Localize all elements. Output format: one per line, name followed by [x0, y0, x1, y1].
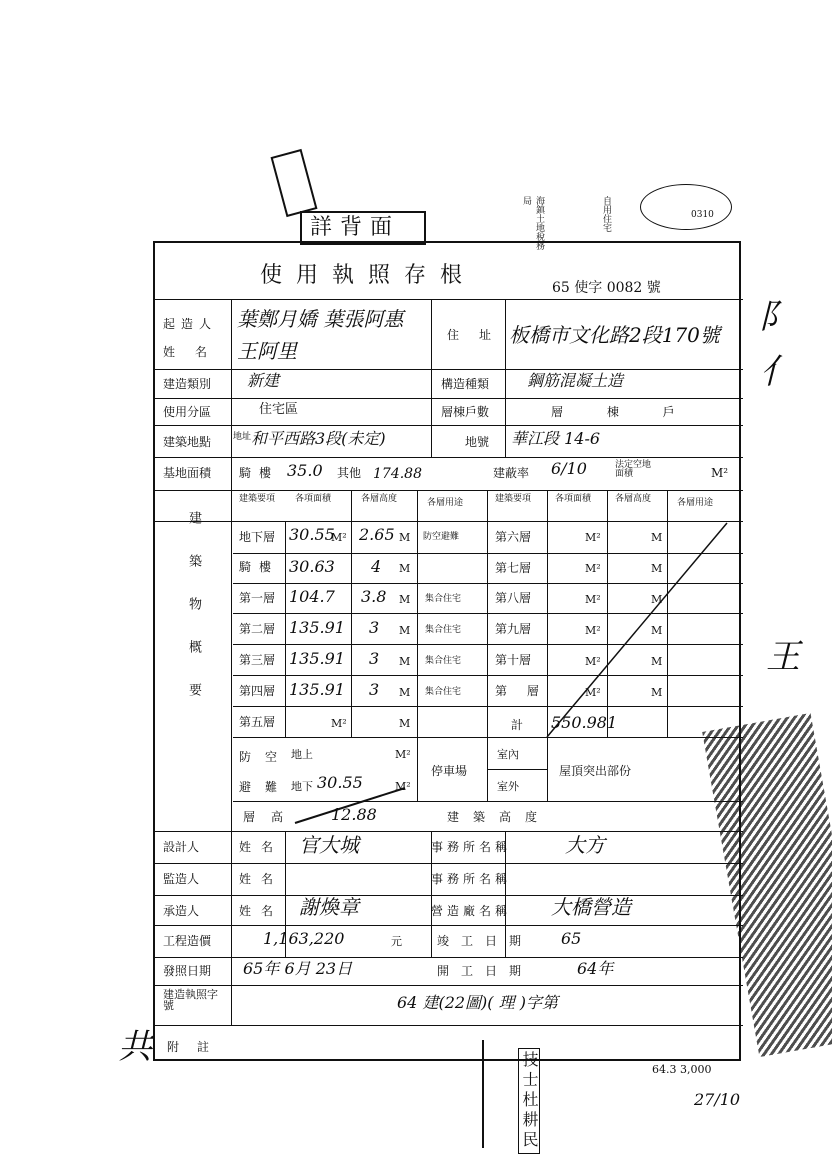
- technician-stamp: 技士杜耕民: [518, 1048, 540, 1154]
- floor-col-area: 各項面積: [295, 494, 332, 504]
- license-number: 65 使字 0082 號: [552, 280, 661, 296]
- floor-l-4-area: 135.91: [289, 649, 345, 668]
- floor-col-use-r: 各層用途: [677, 498, 714, 508]
- floor-r-1: 第七層: [495, 561, 532, 575]
- site-lot-value: 華江段 14-6: [511, 429, 601, 448]
- applicant-label-bottom: 姓名: [163, 345, 228, 359]
- category-value: 新建: [247, 371, 280, 390]
- edge-char-2: 亻: [760, 352, 794, 392]
- margin-note: 共: [118, 1027, 152, 1067]
- floor-col-area-r: 各項面積: [555, 494, 592, 504]
- bottom-handwritten: 27/10: [694, 1090, 741, 1109]
- floor-l-1-area: 30.63: [289, 557, 335, 576]
- floor-col-item: 建築要項: [239, 494, 276, 504]
- parking-outdoor: 室外: [497, 780, 519, 793]
- done-label: 竣工日期: [437, 934, 534, 948]
- contractor-org: 大橋營造: [551, 895, 631, 919]
- floor-r-total: 計: [511, 718, 524, 732]
- floor-r-4: 第十層: [495, 653, 532, 667]
- unit-r-b6: M: [651, 686, 663, 699]
- address-value: 板橋市文化路2段170號: [509, 323, 720, 347]
- bldg-height-label: 建築高度: [447, 810, 552, 824]
- floor-l-5-name: 第四層: [239, 684, 276, 698]
- parking-label: 停車場: [431, 764, 468, 778]
- unit-m2-l: M²: [331, 531, 347, 544]
- shelter-below-value: 30.55: [317, 773, 363, 792]
- arcade-value: 35.0: [287, 461, 323, 480]
- address-label: 住址: [447, 328, 512, 342]
- floor-col-item-r: 建築要項: [495, 494, 532, 504]
- use-zone-value: 住宅區: [259, 402, 299, 417]
- contractor-org-label: 營造廠名稱: [431, 904, 512, 918]
- shelter-below: 地下: [291, 780, 313, 793]
- see-back-label: 詳背面: [310, 215, 401, 240]
- site-label: 建築地點: [163, 435, 212, 449]
- designer-role: 設計人: [163, 840, 200, 854]
- unit-r-b2: M: [651, 562, 663, 575]
- unit-m-l6: M: [399, 686, 411, 699]
- unit-r-b3: M: [651, 593, 663, 606]
- license-form: [153, 241, 741, 1061]
- unit-m2-l6: M²: [331, 717, 347, 730]
- other-value: 174.88: [373, 466, 422, 482]
- structure-value: 鋼筋混凝土造: [527, 371, 624, 390]
- floors-count-value: 層 棟 戶: [551, 405, 675, 419]
- unit-r-b5: M: [651, 655, 663, 668]
- cost-label: 工程造價: [163, 934, 212, 948]
- total-area-value: 550.981: [551, 713, 618, 732]
- contractor-role: 承造人: [163, 904, 200, 918]
- floor-l-3-height: 3: [369, 618, 380, 637]
- floor-l-0-use: 防空避難: [423, 532, 460, 542]
- unit-r-a6: M²: [585, 686, 601, 699]
- done-value: 65: [561, 929, 582, 948]
- floor-col-height-r: 各層高度: [615, 494, 652, 504]
- floor-l-0-area: 30.55: [289, 525, 335, 544]
- remark-label: 附註: [167, 1040, 228, 1054]
- applicant-names-2: 王阿里: [237, 339, 297, 363]
- unit-m-l3: M: [399, 593, 411, 606]
- floor-r-0: 第六層: [495, 530, 532, 544]
- designer-name: 官大城: [299, 833, 359, 857]
- floor-r-5: 第 層: [495, 684, 539, 698]
- residence-stamp-text: 自用住宅: [601, 196, 611, 232]
- unit-r-a5: M²: [585, 655, 601, 668]
- unit-r-a4: M²: [585, 624, 601, 637]
- issue-value: 65年 6月 23日: [243, 959, 353, 978]
- shelter-above: 地上: [291, 748, 313, 761]
- unit-m-l2: M: [399, 562, 411, 575]
- floor-l-0-height: 2.65: [359, 525, 395, 544]
- doc-title: 使用執照存根: [260, 263, 477, 288]
- unit-r-a1: M²: [585, 531, 601, 544]
- start-value: 64年: [577, 959, 614, 978]
- floor-l-3-area: 135.91: [289, 618, 345, 637]
- contractor-name-label: 姓名: [239, 904, 284, 918]
- designer-org: 大方: [565, 833, 605, 857]
- floor-l-4-height: 3: [369, 649, 380, 668]
- parking-indoor: 室內: [497, 748, 519, 761]
- unit-shelter-1: M²: [395, 748, 411, 761]
- floor-l-5-use: 集合住宅: [425, 687, 462, 697]
- rate-value: 6/10: [551, 459, 587, 478]
- story-height-value: 12.88: [331, 805, 377, 824]
- vacant-label: 法定空地面積: [615, 460, 652, 479]
- cost-value: 1,163,220: [263, 929, 345, 948]
- supervisor-role: 監造人: [163, 872, 200, 886]
- oval-stamp: [640, 184, 732, 230]
- floor-l-5-area: 135.91: [289, 680, 345, 699]
- floor-l-2-use: 集合住宅: [425, 594, 462, 604]
- bottom-code: 64.3 3,000: [652, 1063, 712, 1076]
- rate-label: 建蔽率: [493, 466, 530, 480]
- unit-r-b1: M: [651, 531, 663, 544]
- unit-r-a2: M²: [585, 562, 601, 575]
- other-label: 其他: [337, 466, 362, 480]
- supervisor-name-label: 姓名: [239, 872, 284, 886]
- site-addr-value: 和平西路3段(未定): [251, 429, 386, 448]
- applicant-label-top: 起造人: [163, 317, 218, 331]
- category-label: 建造類別: [163, 377, 212, 391]
- floor-r-3: 第九層: [495, 622, 532, 636]
- floor-l-2-height: 3.8: [361, 587, 387, 606]
- unit-shelter-2: M²: [395, 780, 411, 793]
- arcade-label: 騎樓: [239, 466, 280, 480]
- floor-l-1-name: 騎樓: [239, 560, 280, 574]
- unit-m-l4: M: [399, 624, 411, 637]
- floor-l-2-name: 第一層: [239, 591, 276, 605]
- designer-org-label: 事務所名稱: [431, 840, 512, 854]
- floor-col-use: 各層用途: [427, 498, 464, 508]
- floor-r-2: 第八層: [495, 591, 532, 605]
- edge-char-3: 王: [766, 637, 800, 677]
- designer-name-label: 姓名: [239, 840, 284, 854]
- start-label: 開工日期: [437, 964, 534, 978]
- floor-l-4-name: 第三層: [239, 653, 276, 667]
- floor-l-4-use: 集合住宅: [425, 656, 462, 666]
- vertical-archive-stamp: [271, 149, 318, 217]
- contractor-name: 謝煥章: [299, 895, 359, 919]
- unit-r-a3: M²: [585, 593, 601, 606]
- unit-m-l5: M: [399, 655, 411, 668]
- floor-l-3-use: 集合住宅: [425, 625, 462, 635]
- bottom-stamp-block: [482, 1040, 742, 1151]
- roof-label: 屋頂突出部份: [559, 764, 632, 778]
- supervisor-org-label: 事務所名稱: [431, 872, 512, 886]
- floor-l-1-height: 4: [371, 557, 382, 576]
- floor-l-2-area: 104.7: [289, 587, 335, 606]
- see-back-stamp: [300, 211, 426, 245]
- shelter-label-b: 避難: [239, 780, 292, 794]
- floor-l-6-name: 第五層: [239, 715, 276, 729]
- floor-l-0-name: 地下層: [239, 530, 276, 544]
- applicant-names-1: 葉鄭月嬌 葉張阿惠: [237, 307, 404, 331]
- permit-label: 建造執照字號: [163, 988, 218, 1012]
- use-zone-label: 使用分區: [163, 405, 212, 419]
- floor-l-5-height: 3: [369, 680, 380, 699]
- site-lot-label: 地號: [465, 435, 490, 449]
- oval-stamp-code: 0310: [691, 210, 714, 220]
- edge-char-1: 阝: [758, 297, 792, 337]
- story-height-label: 層高: [243, 810, 300, 824]
- site-area-label: 基地面積: [163, 466, 212, 480]
- structure-label: 構造種類: [441, 377, 490, 391]
- unit-m-l: M: [399, 531, 411, 544]
- floors-count-label: 層棟戶數: [441, 405, 490, 419]
- unit-m-l7: M: [399, 717, 411, 730]
- unit-r-b4: M: [651, 624, 663, 637]
- site-area-unit: M²: [711, 466, 729, 480]
- permit-value: 64 建(22圖)( 理 )字第: [397, 993, 558, 1012]
- site-addr-label: 地址: [233, 432, 252, 442]
- floor-col-height: 各層高度: [361, 494, 398, 504]
- issue-label: 發照日期: [163, 964, 212, 978]
- shelter-label-a: 防空: [239, 750, 292, 764]
- tax-stamp-text: 海鎮土地稅務局: [521, 196, 544, 250]
- cost-unit: 元: [391, 935, 402, 948]
- floor-l-3-name: 第二層: [239, 622, 276, 636]
- floor-group-label: 建築物概要: [186, 511, 201, 726]
